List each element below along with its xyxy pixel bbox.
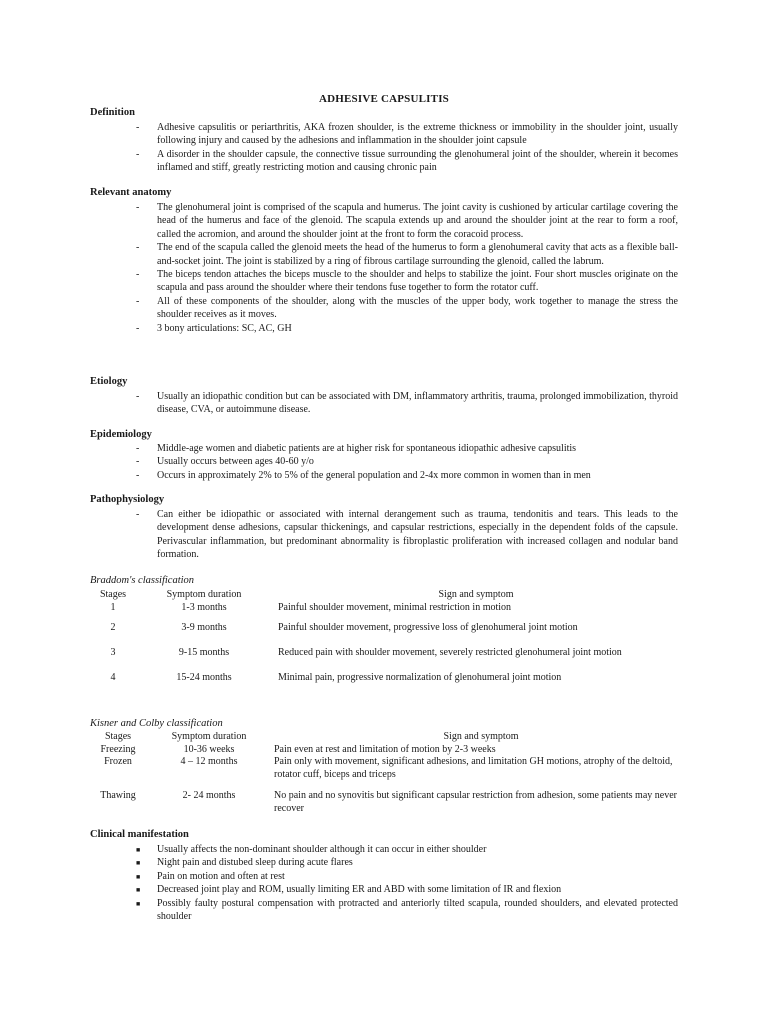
column-header: Symptom duration (166, 589, 242, 600)
list-item: - Middle-age women and diabetic patients are at higher risk for spontaneous idiopathic adhesive capsulitis (136, 443, 577, 454)
table-row (90, 622, 680, 647)
list-item: - The end of the scapula called the glenoid meets the head of the humerus to form a glenohumeral cavity that acts as a flexible ball-and-socket joint. The joint is stabilized by a ring of fibrous cartilage surrounding the glenoid, called the labrum. (136, 242, 678, 267)
table-cell: 4 (110, 671, 116, 683)
list-item: - The glenohumeral joint is comprised of the scapula and humerus. The joint cavity is cushioned by articular cartilage covering the head of the humerus and face of the glenoid. The scapula extends up and around the shoulder joint at the rear to form a roof, called the acromion, and around the shoulder joint at the front to form the coracoid process. (136, 202, 678, 240)
kisner-table (90, 731, 690, 815)
etiology-heading: Etiology (90, 376, 128, 387)
table-header-row (90, 589, 680, 602)
kisner-caption: Kisner and Colby classification (90, 718, 223, 729)
pathophysiology-list (0, 508, 768, 562)
column-header: Stages (99, 589, 127, 600)
table-row (90, 672, 680, 692)
list-item: ■ Usually affects the non-dominant shoulder although it can occur in either shoulder (0, 843, 768, 856)
table-row (90, 756, 690, 790)
table-cell: 2 (110, 621, 116, 633)
definition-list (0, 121, 768, 175)
bullet-icon: ■ (136, 886, 141, 895)
braddom-table (90, 589, 680, 692)
document-title: ADHESIVE CAPSULITIS (318, 93, 450, 105)
table-cell: 10-36 weeks (183, 743, 235, 755)
table-row (90, 602, 680, 622)
epidemiology-heading: Epidemiology (90, 429, 152, 440)
column-header: Sign and symptom (443, 731, 519, 742)
table-cell: Reduced pain with shoulder movement, severely restricted glenohumeral joint motion (278, 646, 622, 658)
clinical-list (0, 843, 768, 923)
list-item: - Adhesive capsulitis or periarthritis, AKA frozen shoulder, is the extreme thickness or immobility in the shoulder joint, usually following injury and caused by the adhesions and inflammation in the shoulder joint capsule (136, 122, 678, 147)
table-cell: Painful shoulder movement, minimal restriction in motion (278, 601, 512, 613)
list-item: - Usually occurs between ages 40-60 y/o (136, 456, 314, 468)
table-cell: Pain only with movement, significant adhesions, and limitation GH motions, atrophy of the deltoid, rotator cuff, biceps and triceps (274, 756, 673, 780)
bullet-icon: ■ (136, 872, 141, 881)
column-header: Symptom duration (171, 731, 247, 742)
table-cell: 9-15 months (178, 646, 230, 658)
braddom-caption: Braddom's classification (90, 575, 195, 586)
table-cell: Frozen (104, 756, 132, 767)
table-cell: Painful shoulder movement, progressive loss of glenohumeral joint motion (278, 621, 578, 633)
list-item: - All of these components of the shoulder, along with the muscles of the upper body, work together to manage the stress the shoulder receives as it moves. (136, 295, 678, 321)
table-cell: No pain and no synovitis but significant capsular restriction from adhesion, some patients may never recover (274, 790, 677, 814)
bullet-icon: ■ (136, 859, 141, 868)
table-row (90, 647, 680, 672)
table-cell: 15-24 months (176, 671, 232, 683)
list-item: ■ Possibly faulty postural compensation with protracted and anteriorly tilted scapula, rounded shoulders, and elevated protected shoulder (136, 897, 678, 923)
table-header-row (90, 731, 690, 744)
table-cell: Pain even at rest and limitation of motion by 2-3 weeks (274, 743, 496, 755)
column-header: Sign and symptom (438, 589, 514, 600)
etiology-list (0, 390, 768, 417)
definition-heading: Definition (90, 107, 135, 118)
list-item: - The biceps tendon attaches the biceps muscle to the shoulder and helps to stabilize the joint. Four short muscles originate on the scapula and pass around the shoulder where their tendons fuse together to form the rotator cuff. (136, 269, 678, 294)
list-item: - Usually an idiopathic condition but can be associated with DM, inflammatory arthritis, trauma, prolonged immobilization, thyroid disease, CVA, or autoimmune disease. (136, 391, 678, 416)
bullet-icon: ■ (136, 846, 141, 854)
list-item: - Occurs in approximately 2% to 5% of the general population and 2-4x more common in women than in men (136, 469, 591, 481)
table-cell: 3-9 months (181, 621, 227, 633)
table-cell: Thawing (100, 790, 136, 801)
list-item: - A disorder in the shoulder capsule, the connective tissue surrounding the glenohumeral joint of the shoulder, wherein it becomes inflamed and stiff, greatly restricting motion and causing chronic pain (136, 148, 678, 174)
table-row (90, 744, 690, 757)
table-cell: 1 (110, 601, 116, 613)
table-cell: Freezing (100, 743, 136, 755)
column-header: Stages (104, 731, 132, 742)
epidemiology-list (0, 442, 768, 482)
list-item: - Can either be idiopathic or associated with internal derangement such as trauma, tendonitis and tears. This leads to the development dense adhesions, capsular thickenings, and capsular restrictions, especially in the dependent folds of the capsule. Perivascular inflammation, but predominant abnormality is fibroplastic proliferation with increased collagen and nodular band formation. (136, 509, 678, 561)
anatomy-list (0, 201, 768, 335)
table-row (90, 790, 690, 815)
table-cell: 3 (110, 646, 116, 658)
bullet-icon: ■ (136, 899, 141, 908)
table-cell: 1-3 months (181, 601, 227, 613)
table-cell: 2- 24 months (182, 790, 236, 801)
pathophysiology-heading: Pathophysiology (90, 494, 165, 505)
list-item: ■ Pain on motion and often at rest (0, 870, 768, 883)
table-cell: 4 – 12 months (180, 756, 238, 767)
list-item: - 3 bony articulations: SC, AC, GH (136, 322, 292, 334)
table-cell: Minimal pain, progressive normalization of glenohumeral joint motion (278, 671, 562, 683)
list-item: ■ Night pain and distubed sleep during acute flares (0, 856, 768, 869)
anatomy-heading: Relevant anatomy (90, 187, 172, 198)
list-item: ■ Decreased joint play and ROM, usually limiting ER and ABD with some limitation of IR and flexion (0, 883, 768, 896)
clinical-heading: Clinical manifestation (90, 829, 189, 840)
